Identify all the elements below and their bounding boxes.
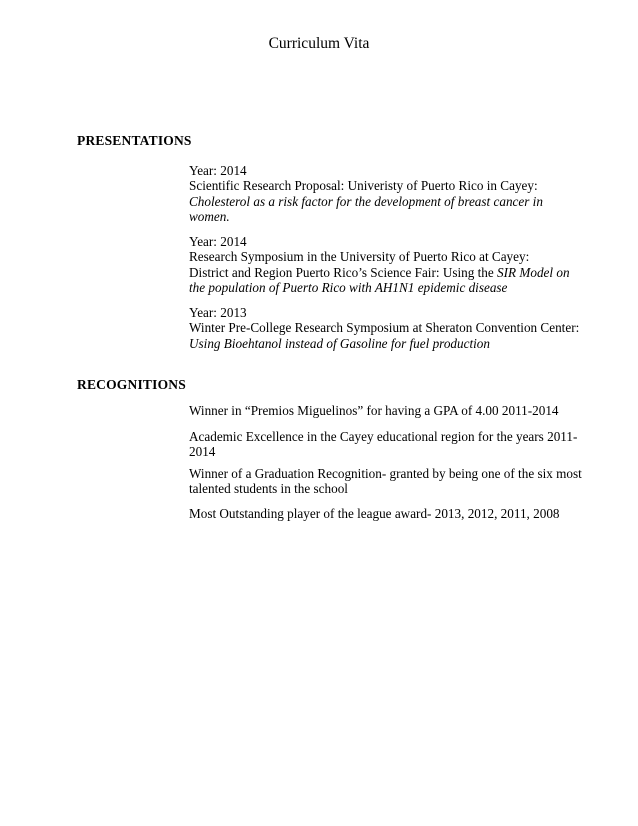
presentation-title: Scientific Research Proposal: Univeristy of Puerto Rico in Cayey: [189, 178, 538, 194]
recognition-item [189, 429, 578, 460]
presentation-topic: Using Bioehtanol instead of Gasoline for fuel production [189, 335, 490, 351]
presentation-title: Winter Pre-College Research Symposium at Sheraton Convention Center: [189, 320, 580, 336]
recognition-text: Academic Excellence in the Cayey educational region for the years 2011- [189, 429, 578, 444]
presentation-topic: Cholesterol as a risk factor for the development of breast cancer in [189, 193, 543, 209]
recognition-text: Winner in “Premios Miguelinos” for having a GPA of 4.00 2011-2014 [189, 403, 559, 418]
page-title: Curriculum Vita [268, 35, 370, 52]
presentation-year: Year: 2013 [189, 305, 247, 320]
recognition-text: Winner of a Graduation Recognition- granted by being one of the six most [189, 466, 582, 481]
recognition-item [189, 466, 582, 497]
presentation-year: Year: 2014 [189, 163, 247, 178]
presentation-entry [189, 163, 569, 225]
recognition-item [189, 506, 569, 521]
recognitions-heading: RECOGNITIONS [77, 377, 186, 392]
presentations-heading: PRESENTATIONS [77, 133, 192, 148]
recognition-item [189, 403, 569, 418]
presentation-subtitle [189, 265, 569, 280]
presentation-subtitle-plain: District and Region Puerto Rico’s Science Fair: Using the [189, 264, 498, 280]
recognition-text: Most Outstanding player of the league award- 2013, 2012, 2011, 2008 [189, 506, 560, 521]
presentation-entry [189, 305, 580, 351]
presentation-subtitle-italic: SIR Model on [497, 264, 570, 280]
recognition-text-cont: talented students in the school [189, 481, 348, 497]
presentation-topic: the population of Puerto Rico with AH1N1 epidemic disease [189, 280, 508, 296]
recognition-text-cont: 2014 [189, 444, 216, 460]
presentation-topic-cont: women. [189, 209, 230, 225]
presentation-year: Year: 2014 [189, 234, 247, 249]
presentation-title: Research Symposium in the University of Puerto Rico at Cayey: [189, 249, 530, 265]
presentation-entry [189, 234, 569, 296]
